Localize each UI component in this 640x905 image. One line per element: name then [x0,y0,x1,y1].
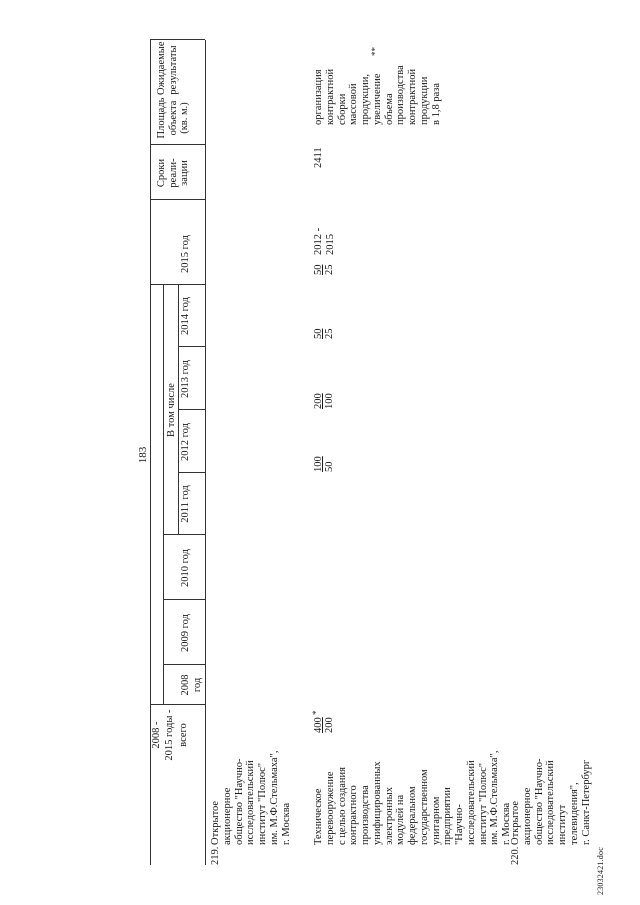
col-divider-2011 [178,472,205,473]
year-group-rule [163,285,164,705]
row-220-number: 220. [510,846,521,865]
header-year-2009: 2009 год [180,614,191,652]
project-area: 2411 [313,147,324,168]
col-divider-terms [150,199,205,200]
page-number: 183 [137,446,149,464]
header-year-2014: 2014 год [180,297,191,335]
project-2013-den: 100 [324,393,336,409]
header-total-bottom: всего [178,723,189,747]
col-divider-2015 [150,284,205,285]
project-description: Техническое перевооружение с целью создания контрактного производства унифицированных электронных модулей на федеральном государственном унитарном предприятии "Научно- исследовательский институт "Полюс" им. М.Ф.Стельмаха", г. Москва [313,750,512,845]
col-divider-2010 [163,534,205,535]
project-2014-num: 50 [313,328,324,339]
row-219-organization: Открытое акционерное общество "Научно- исследовательский институт "Полюс" им. М.Ф.Стельмаха", г. Москва [210,750,292,845]
col-divider-area [150,144,205,145]
header-results: Ожидаемые результаты [156,41,179,95]
project-expected-results: организация контрактной сборки массовой продукции, увеличение объема производства контрактной продукции в 1,8 раза [313,65,442,125]
row-219-number: 219. [210,846,221,865]
header-terms: Сроки реали- зации [156,158,191,188]
project-2014 [313,329,335,340]
project-total-den: 200 [324,717,336,733]
header-area: Площадь объекта (кв. м.) [156,97,191,139]
header-bottom-border [205,40,206,865]
project-total [313,717,335,733]
project-results-mark: ** [370,47,380,56]
project-2013 [313,393,335,409]
col-divider-2013 [178,346,205,347]
header-year-2013: 2013 год [180,360,191,398]
project-total-num: 400 [313,717,324,733]
header-year-2010: 2010 год [180,549,191,587]
header-total-top: 2008 - [151,721,162,749]
row-220-organization: Открытое акционерное общество "Научно- исследовательский институт телевидения", г. Санкт-Петербург [510,758,592,845]
project-2015-den: 25 [324,264,336,275]
project-2015-num: 50 [313,264,324,275]
header-year-2015: 2015 год [180,235,191,273]
project-2012 [313,456,335,472]
project-2012-den: 50 [324,461,336,472]
project-2015 [313,265,335,276]
header-year-2012: 2012 год [180,423,191,461]
col-divider-2008 [163,664,205,665]
header-total-mid: 2015 годы - [164,709,175,761]
col-divider-results [150,39,205,40]
project-2013-num: 200 [313,393,324,409]
header-year-2008: 2008 год [180,674,203,696]
in-that-number-rule [178,285,179,535]
col-divider-2009 [163,599,205,600]
project-terms: 2012 - 2015 [313,227,336,255]
col-divider-2012 [178,409,205,410]
header-year-2011: 2011 год [180,485,191,523]
project-total-mark: * [311,710,321,715]
header-in-that-number: В том числе [166,383,177,437]
project-2014-den: 25 [324,328,336,339]
project-2012-num: 100 [313,456,324,472]
document-reference: 23032421.doc [596,847,605,895]
